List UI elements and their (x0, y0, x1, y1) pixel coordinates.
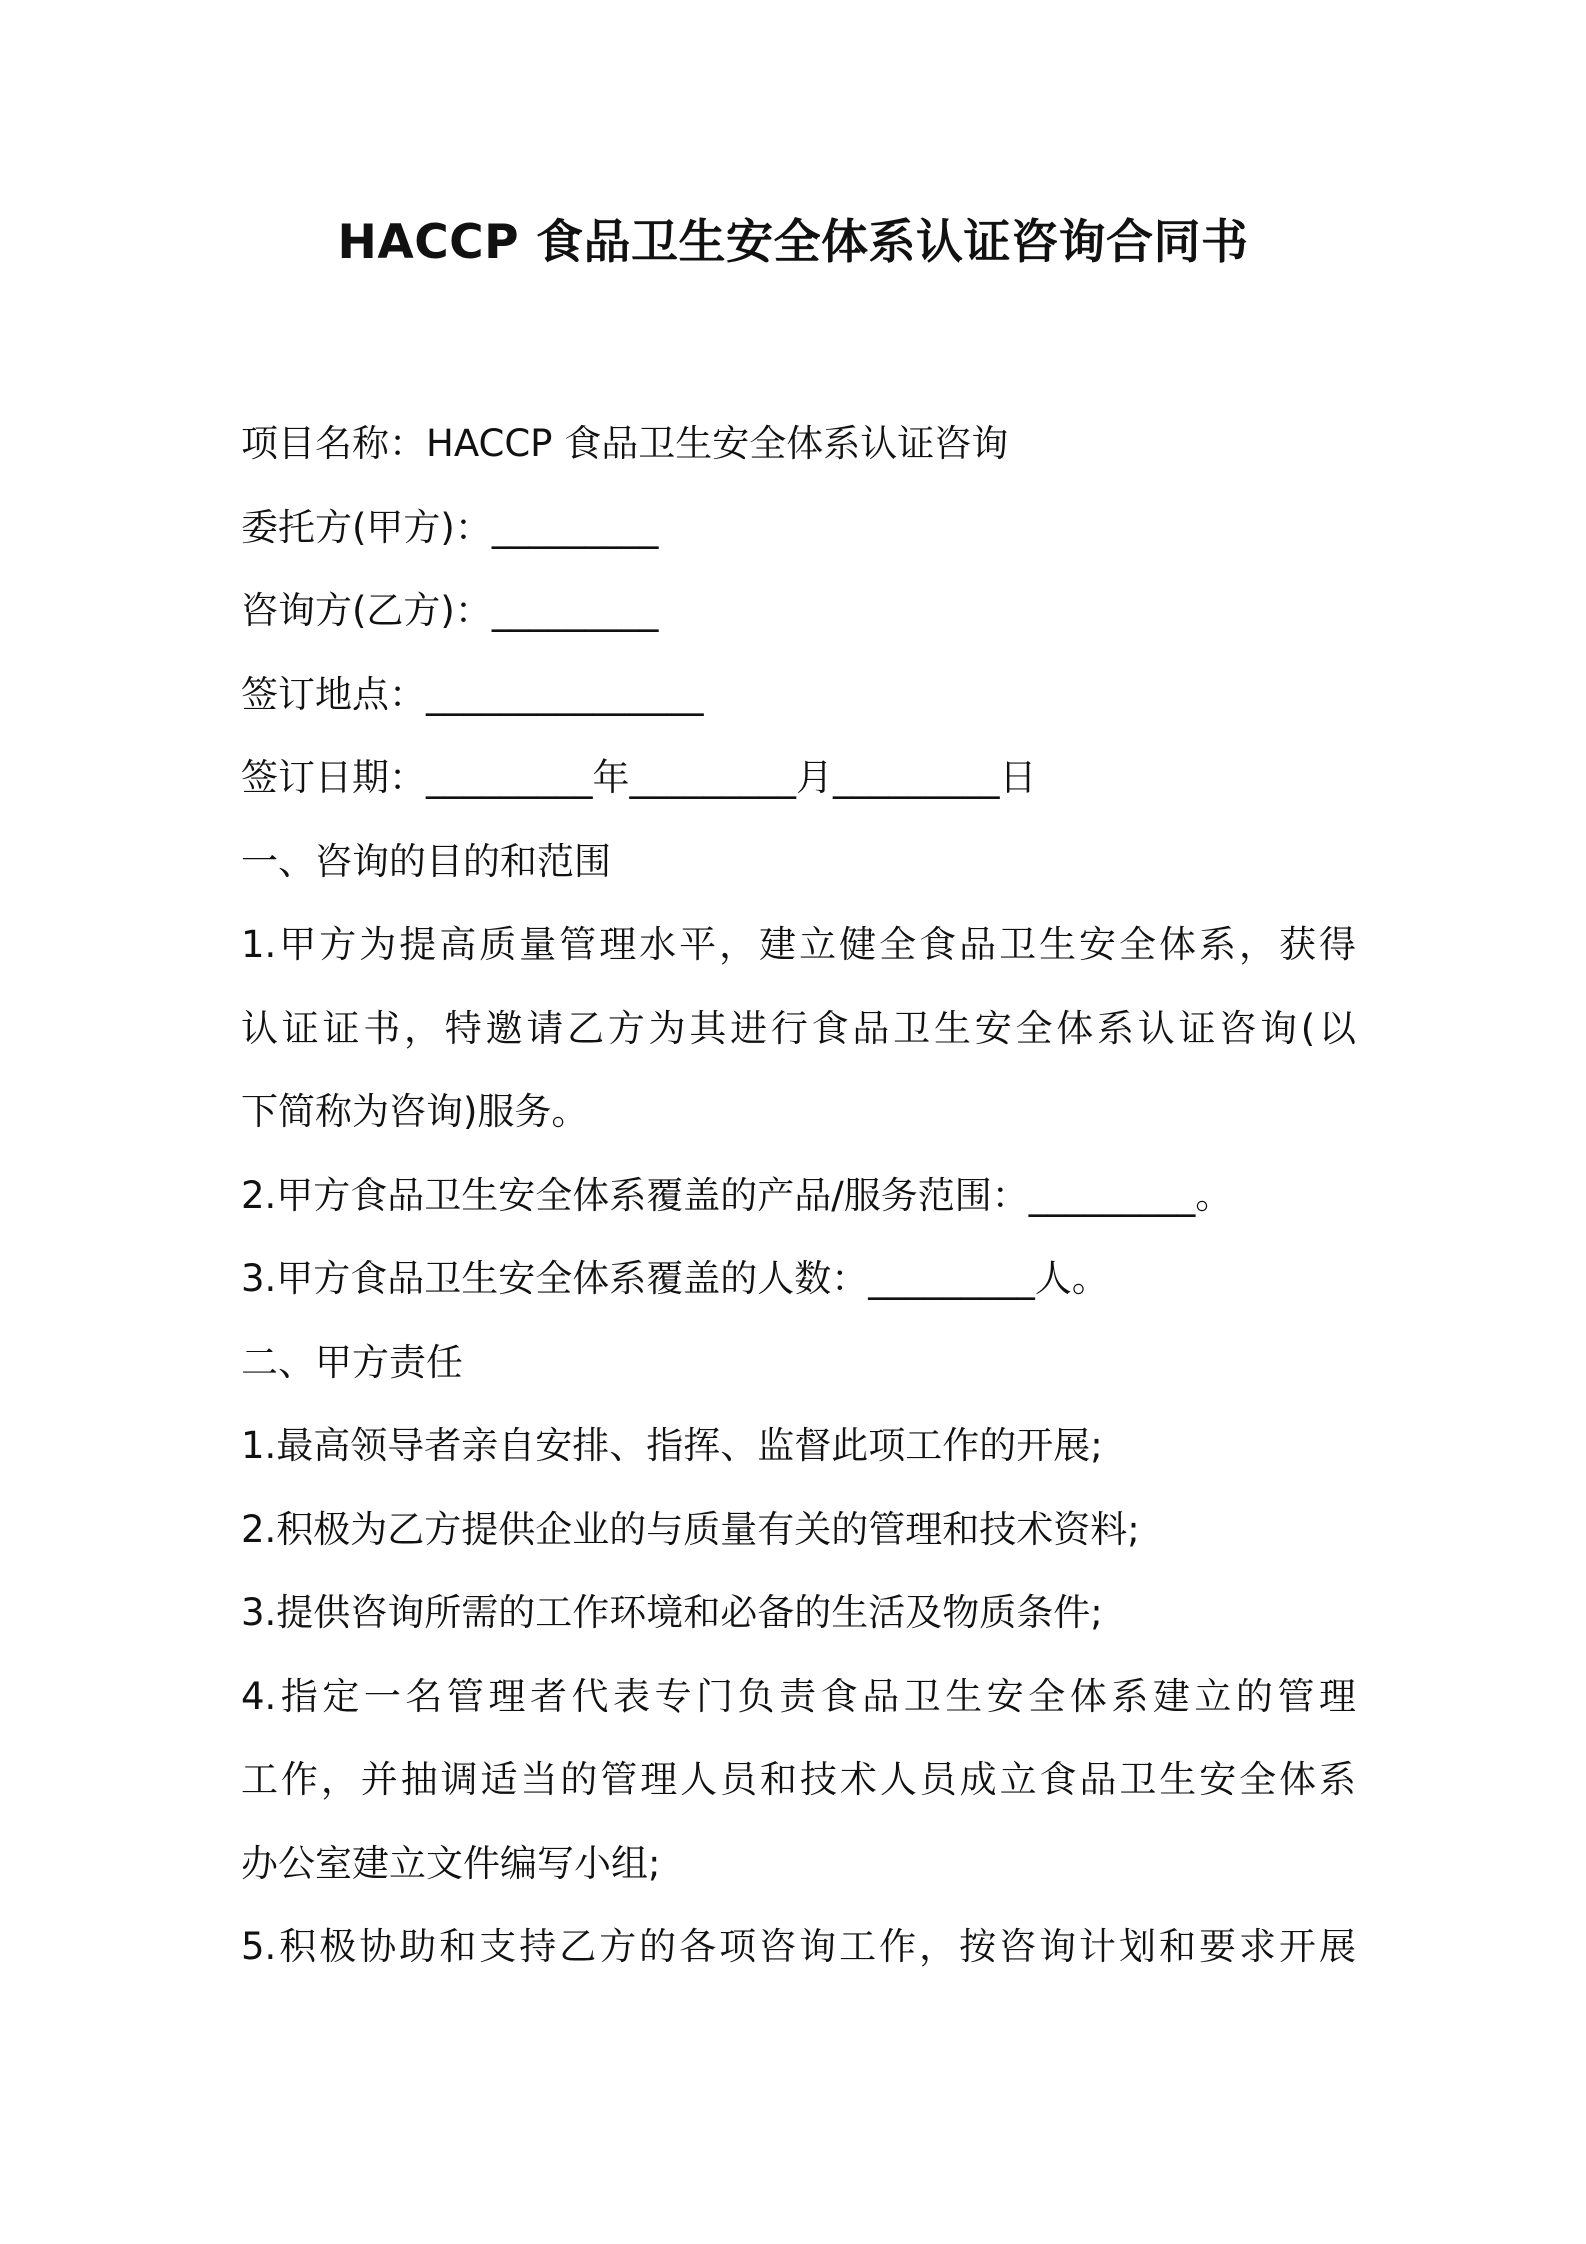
paragraph-line: 下简称为咨询)服务。 (241, 1090, 589, 1133)
paragraph-line: 3.提供咨询所需的工作环境和必备的生活及物质条件; (241, 1591, 1103, 1634)
paragraph-line: 3.甲方食品卫生安全体系覆盖的人数：_________人。 (241, 1257, 1109, 1300)
paragraph-line: 1.甲方为提高质量管理水平，建立健全食品卫生安全体系，获得 (241, 923, 1356, 966)
signing-place-line: 签订地点：_______________ (241, 672, 704, 716)
paragraph-line: 2.积极为乙方提供企业的与质量有关的管理和技术资料; (241, 1507, 1140, 1551)
paragraph-line: 1.最高领导者亲自安排、指挥、监督此项工作的开展; (241, 1424, 1103, 1467)
consultant-party-line: 咨询方(乙方)：_________ (241, 589, 659, 632)
paragraph-line: 4.指定一名管理者代表专门负责食品卫生安全体系建立的管理 (241, 1674, 1356, 1718)
signing-date-line: 签订日期：_________年_________月_________日 (241, 756, 1037, 799)
paragraph-line: 工作，并抽调适当的管理人员和技术人员成立食品卫生安全体系 (241, 1758, 1356, 1801)
document-title: HACCP 食品卫生安全体系认证咨询合同书 (337, 215, 1249, 270)
paragraph-line: 认证证书，特邀请乙方为其进行食品卫生安全体系认证咨询(以 (241, 1006, 1356, 1050)
section-heading-1: 一、咨询的目的和范围 (241, 839, 611, 883)
paragraph-line: 2.甲方食品卫生安全体系覆盖的产品/服务范围：_________。 (241, 1173, 1233, 1217)
paragraph-line: 办公室建立文件编写小组; (241, 1841, 661, 1885)
section-heading-2: 二、甲方责任 (241, 1340, 463, 1384)
client-party-line: 委托方(甲方)：_________ (241, 505, 659, 549)
document-body (241, 402, 1356, 1989)
paragraph-line: 5.积极协助和支持乙方的各项咨询工作，按咨询计划和要求开展 (241, 1925, 1356, 1968)
project-name-line: 项目名称：HACCP 食品卫生安全体系认证咨询 (241, 422, 1009, 465)
